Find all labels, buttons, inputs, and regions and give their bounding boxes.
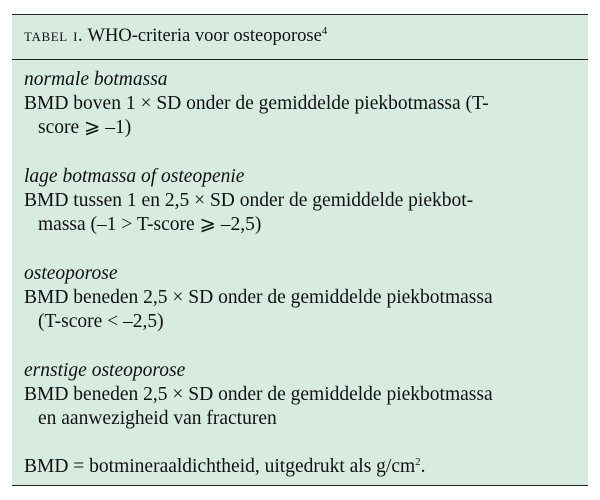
table-label: tabel i. [24,26,84,46]
criterion-title: ernstige osteoporose [24,360,186,381]
definition-line: en aanwezigheid van fracturen [38,408,277,429]
criterion-definition [24,383,578,431]
criterion-definition [24,286,578,334]
criterion-normal [24,68,578,140]
definition-line: score ⩾ –1) [38,117,132,138]
table-body [12,60,588,479]
table-caption [12,15,588,60]
definition-line: BMD tussen 1 en 2,5 × SD onder de gemiddelde piekbot- [24,190,474,211]
criterion-osteoporosis [24,262,578,334]
definition-line: BMD boven 1 × SD onder de gemiddelde piekbotmassa (T- [24,93,489,114]
criterion-title: normale botmassa [24,69,168,90]
criterion-definition [24,92,578,140]
reference-marker: 4 [321,25,328,37]
who-criteria-table [12,14,588,486]
definition-line: BMD beneden 2,5 × SD onder de gemiddelde piekbotmassa [24,384,493,405]
table-footnote [24,455,578,479]
criterion-title: lage botmassa of osteopenie [24,166,245,187]
criterion-title: osteoporose [24,263,118,284]
criterion-definition [24,189,578,237]
criterion-severe-osteoporosis [24,359,578,431]
definition-line: (T-score < –2,5) [38,311,164,332]
definition-line: BMD beneden 2,5 × SD onder de gemiddelde piekbotmassa [24,287,493,308]
footnote-superscript: 2 [415,456,421,468]
definition-line: massa (–1 > T-score ⩾ –2,5) [38,214,262,235]
footnote-text: BMD = botmineraaldichtheid, uitgedrukt als g/cm [24,456,416,477]
footnote-period: . [420,456,426,477]
criterion-osteopenia [24,165,578,237]
table-title: WHO-criteria voor osteoporose [87,26,322,46]
